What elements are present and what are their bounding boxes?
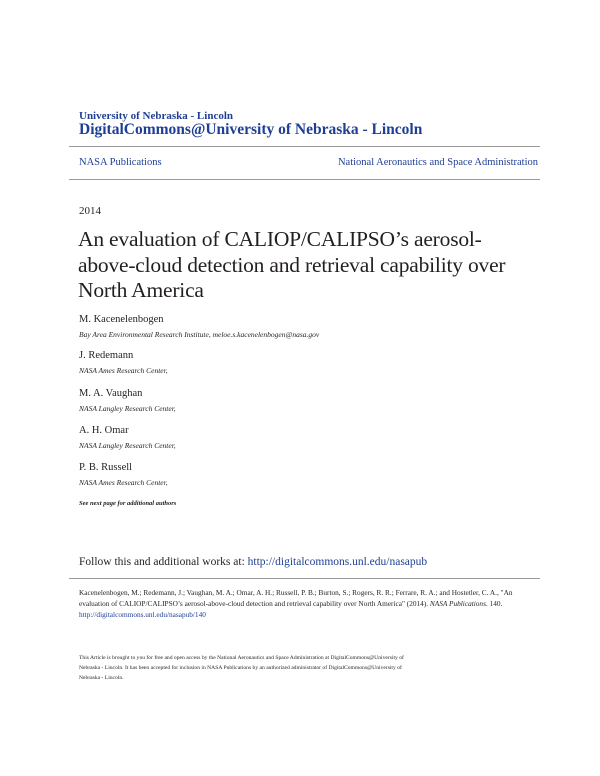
citation-text: Kacenelenbogen, M.; Redemann, J.; Vaughan, M. A.; Omar, A. H.; Russell, P. B.; Burton, S.; Rogers, R. R.; Ferrare, R. A.; and Hostetler, C. A., "An evaluation of CALIOP/CALIPSO’s aerosol-above-cloud detection and retrieval capability over North America" (2014).: [79, 588, 513, 608]
author-name: M. A. Vaughan: [79, 388, 143, 399]
citation-link[interactable]: http://digitalcommons.unl.edu/nasapub/140: [79, 610, 206, 619]
recommended-citation: [79, 587, 519, 620]
collection-link[interactable]: http://digitalcommons.unl.edu/nasapub: [247, 556, 428, 568]
author-affiliation: NASA Langley Research Center,: [79, 441, 176, 450]
repository-name: DigitalCommons@University of Nebraska - Lincoln: [79, 121, 423, 138]
institution-name: University of Nebraska - Lincoln: [79, 110, 233, 122]
author-name: J. Redemann: [79, 350, 134, 361]
author-name: A. H. Omar: [79, 425, 129, 436]
publication-year: 2014: [79, 205, 101, 217]
author-affiliation: NASA Ames Research Center,: [79, 366, 168, 375]
access-statement: [79, 653, 509, 683]
title-line: above-cloud detection and retrieval capability over: [78, 252, 506, 277]
see-next-page-note: See next page for additional authors: [79, 500, 177, 507]
citation-divider: [69, 578, 540, 579]
access-statement-line: Nebraska - Lincoln. It has been accepted for inclusion in NASA Publications by an authorized administrator of DigitalCommons@University of: [79, 665, 402, 671]
access-statement-line: This Article is brought to you for free and open access by the National Aeronautics and Space Administration at DigitalCommons@University of: [79, 655, 404, 661]
citation-number: . 140.: [485, 599, 503, 608]
author-affiliation: NASA Langley Research Center,: [79, 404, 176, 413]
paper-title: [78, 227, 528, 304]
title-line: An evaluation of CALIOP/CALIPSO’s aerosol-: [78, 227, 482, 251]
author-affiliation: Bay Area Environmental Research Institute, meloe.s.kacenelenbogen@nasa.gov: [79, 330, 320, 339]
citation-series: NASA Publications: [429, 599, 486, 608]
top-divider: [69, 146, 540, 147]
author-affiliation: NASA Ames Research Center,: [79, 478, 168, 487]
nav-divider: [69, 179, 540, 180]
title-line: North America: [78, 278, 204, 302]
author-name: M. Kacenelenbogen: [79, 314, 164, 325]
nasa-administration-link[interactable]: National Aeronautics and Space Administration: [337, 157, 538, 168]
access-statement-line: Nebraska - Lincoln.: [79, 675, 124, 681]
follow-line: [79, 556, 427, 568]
nasa-publications-link[interactable]: NASA Publications: [79, 157, 162, 168]
author-name: P. B. Russell: [79, 462, 133, 473]
follow-text: Follow this and additional works at:: [79, 556, 248, 568]
